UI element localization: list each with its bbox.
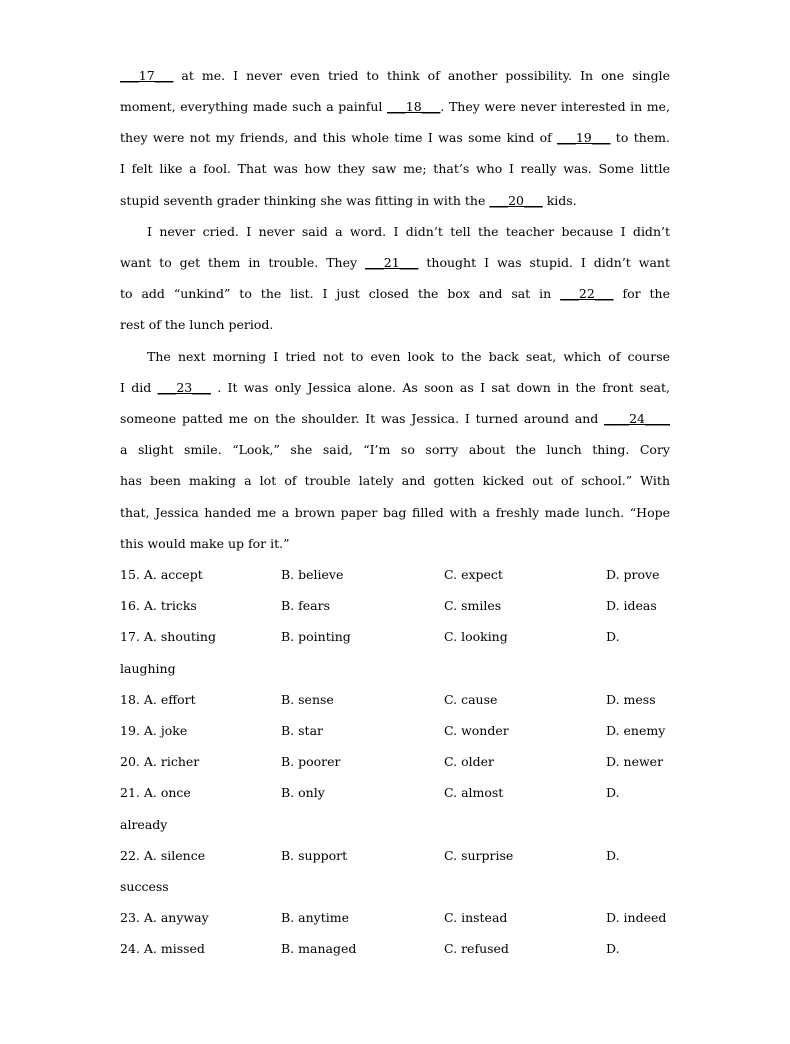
question-number: 24. <box>120 941 140 956</box>
passage-line: a slight smile. “Look,” she said, “I’m so sorry about the lunch thing. Cory <box>120 442 670 457</box>
option-b: B. fears <box>281 598 330 613</box>
blank-18: ___18___ <box>387 99 441 114</box>
option-a: A. once <box>143 785 191 800</box>
passage-line: I never cried. I never said a word. I didn’t tell the teacher because I didn’t <box>147 224 670 239</box>
question-number: 16. <box>120 598 140 613</box>
passage-line: I felt like a fool. That was how they saw me; that’s who I really was. Some little <box>120 161 670 176</box>
passage-line: ___17___ at me. I never even tried to think of another possibility. In one single <box>120 68 670 83</box>
option-a: A. effort <box>143 692 196 707</box>
passage-line: The next morning I tried not to even look to the back seat, which of course <box>147 349 670 364</box>
option-c: C. smiles <box>444 598 502 613</box>
option-d: D. mess <box>606 692 656 707</box>
option-b: B. anytime <box>281 910 349 925</box>
option-d: D. <box>606 941 620 956</box>
option-d: D. indeed <box>606 910 667 925</box>
option-d: D. newer <box>606 754 664 769</box>
blank-24: ____24____ <box>604 411 670 426</box>
option-b: B. pointing <box>281 629 351 644</box>
question-number: 21. <box>120 785 140 800</box>
question-number: 22. <box>120 848 140 863</box>
option-c: C. wonder <box>444 723 509 738</box>
option-b: B. managed <box>281 941 357 956</box>
blank-22: ___22___ <box>560 286 614 301</box>
passage-line: that, Jessica handed me a brown paper bag filled with a freshly made lunch. “Hope <box>120 505 670 520</box>
option-d: D. <box>606 629 620 644</box>
question-number: 23. <box>120 910 140 925</box>
passage-line: stupid seventh grader thinking she was fitting in with the ___20___ kids. <box>120 193 577 208</box>
option-c: C. surprise <box>444 848 514 863</box>
question-number: 15. <box>120 567 140 582</box>
option-a: A. missed <box>143 941 205 956</box>
blank-19: ___19___ <box>557 130 611 145</box>
option-a: A. joke <box>143 723 188 738</box>
question-number: 19. <box>120 723 140 738</box>
option-b: B. star <box>281 723 323 738</box>
passage-line: rest of the lunch period. <box>120 317 274 332</box>
blank-21: ___21___ <box>365 255 419 270</box>
option-c: C. instead <box>444 910 508 925</box>
option-c: C. older <box>444 754 494 769</box>
passage-line: someone patted me on the shoulder. It was Jessica. I turned around and ____24____ <box>120 411 670 426</box>
option-c: C. almost <box>444 785 504 800</box>
option-a: A. accept <box>143 567 203 582</box>
option-b: B. sense <box>281 692 334 707</box>
option-d-wrap: success <box>120 879 169 894</box>
option-d: D. ideas <box>606 598 657 613</box>
option-d: D. <box>606 848 620 863</box>
blank-17: ___17___ <box>120 68 174 83</box>
passage-line: to add “unkind” to the list. I just closed the box and sat in ___22___ for the <box>120 286 670 301</box>
option-b: B. believe <box>281 567 344 582</box>
option-d: D. enemy <box>606 723 666 738</box>
question-number: 18. <box>120 692 140 707</box>
option-a: A. silence <box>143 848 206 863</box>
passage-line: they were not my friends, and this whole time I was some kind of ___19___ to them. <box>120 130 670 145</box>
option-a: A. tricks <box>143 598 197 613</box>
passage-line: this would make up for it.” <box>120 536 290 551</box>
option-a: A. anyway <box>143 910 209 925</box>
question-number: 20. <box>120 754 140 769</box>
blank-20: ___20___ <box>489 193 543 208</box>
option-c: C. expect <box>444 567 503 582</box>
option-b: B. poorer <box>281 754 341 769</box>
option-d-wrap: laughing <box>120 661 176 676</box>
option-c: C. refused <box>444 941 509 956</box>
option-a: A. richer <box>143 754 200 769</box>
option-d: D. prove <box>606 567 660 582</box>
blank-23: ___23___ <box>157 380 211 395</box>
passage-line: want to get them in trouble. They ___21___ thought I was stupid. I didn’t want <box>120 255 670 270</box>
passage-line: moment, everything made such a painful ___18___. They were never interested in me, <box>120 99 671 114</box>
question-number: 17. <box>120 629 140 644</box>
option-d-wrap: already <box>120 817 168 832</box>
option-b: B. only <box>281 785 325 800</box>
option-b: B. support <box>281 848 348 863</box>
passage-line: I did ___23___ . It was only Jessica alone. As soon as I sat down in the front seat, <box>120 380 670 395</box>
option-a: A. shouting <box>143 629 216 644</box>
option-c: C. cause <box>444 692 498 707</box>
option-c: C. looking <box>444 629 508 644</box>
option-d: D. <box>606 785 620 800</box>
passage-line: has been making a lot of trouble lately and gotten kicked out of school.” With <box>120 473 670 488</box>
